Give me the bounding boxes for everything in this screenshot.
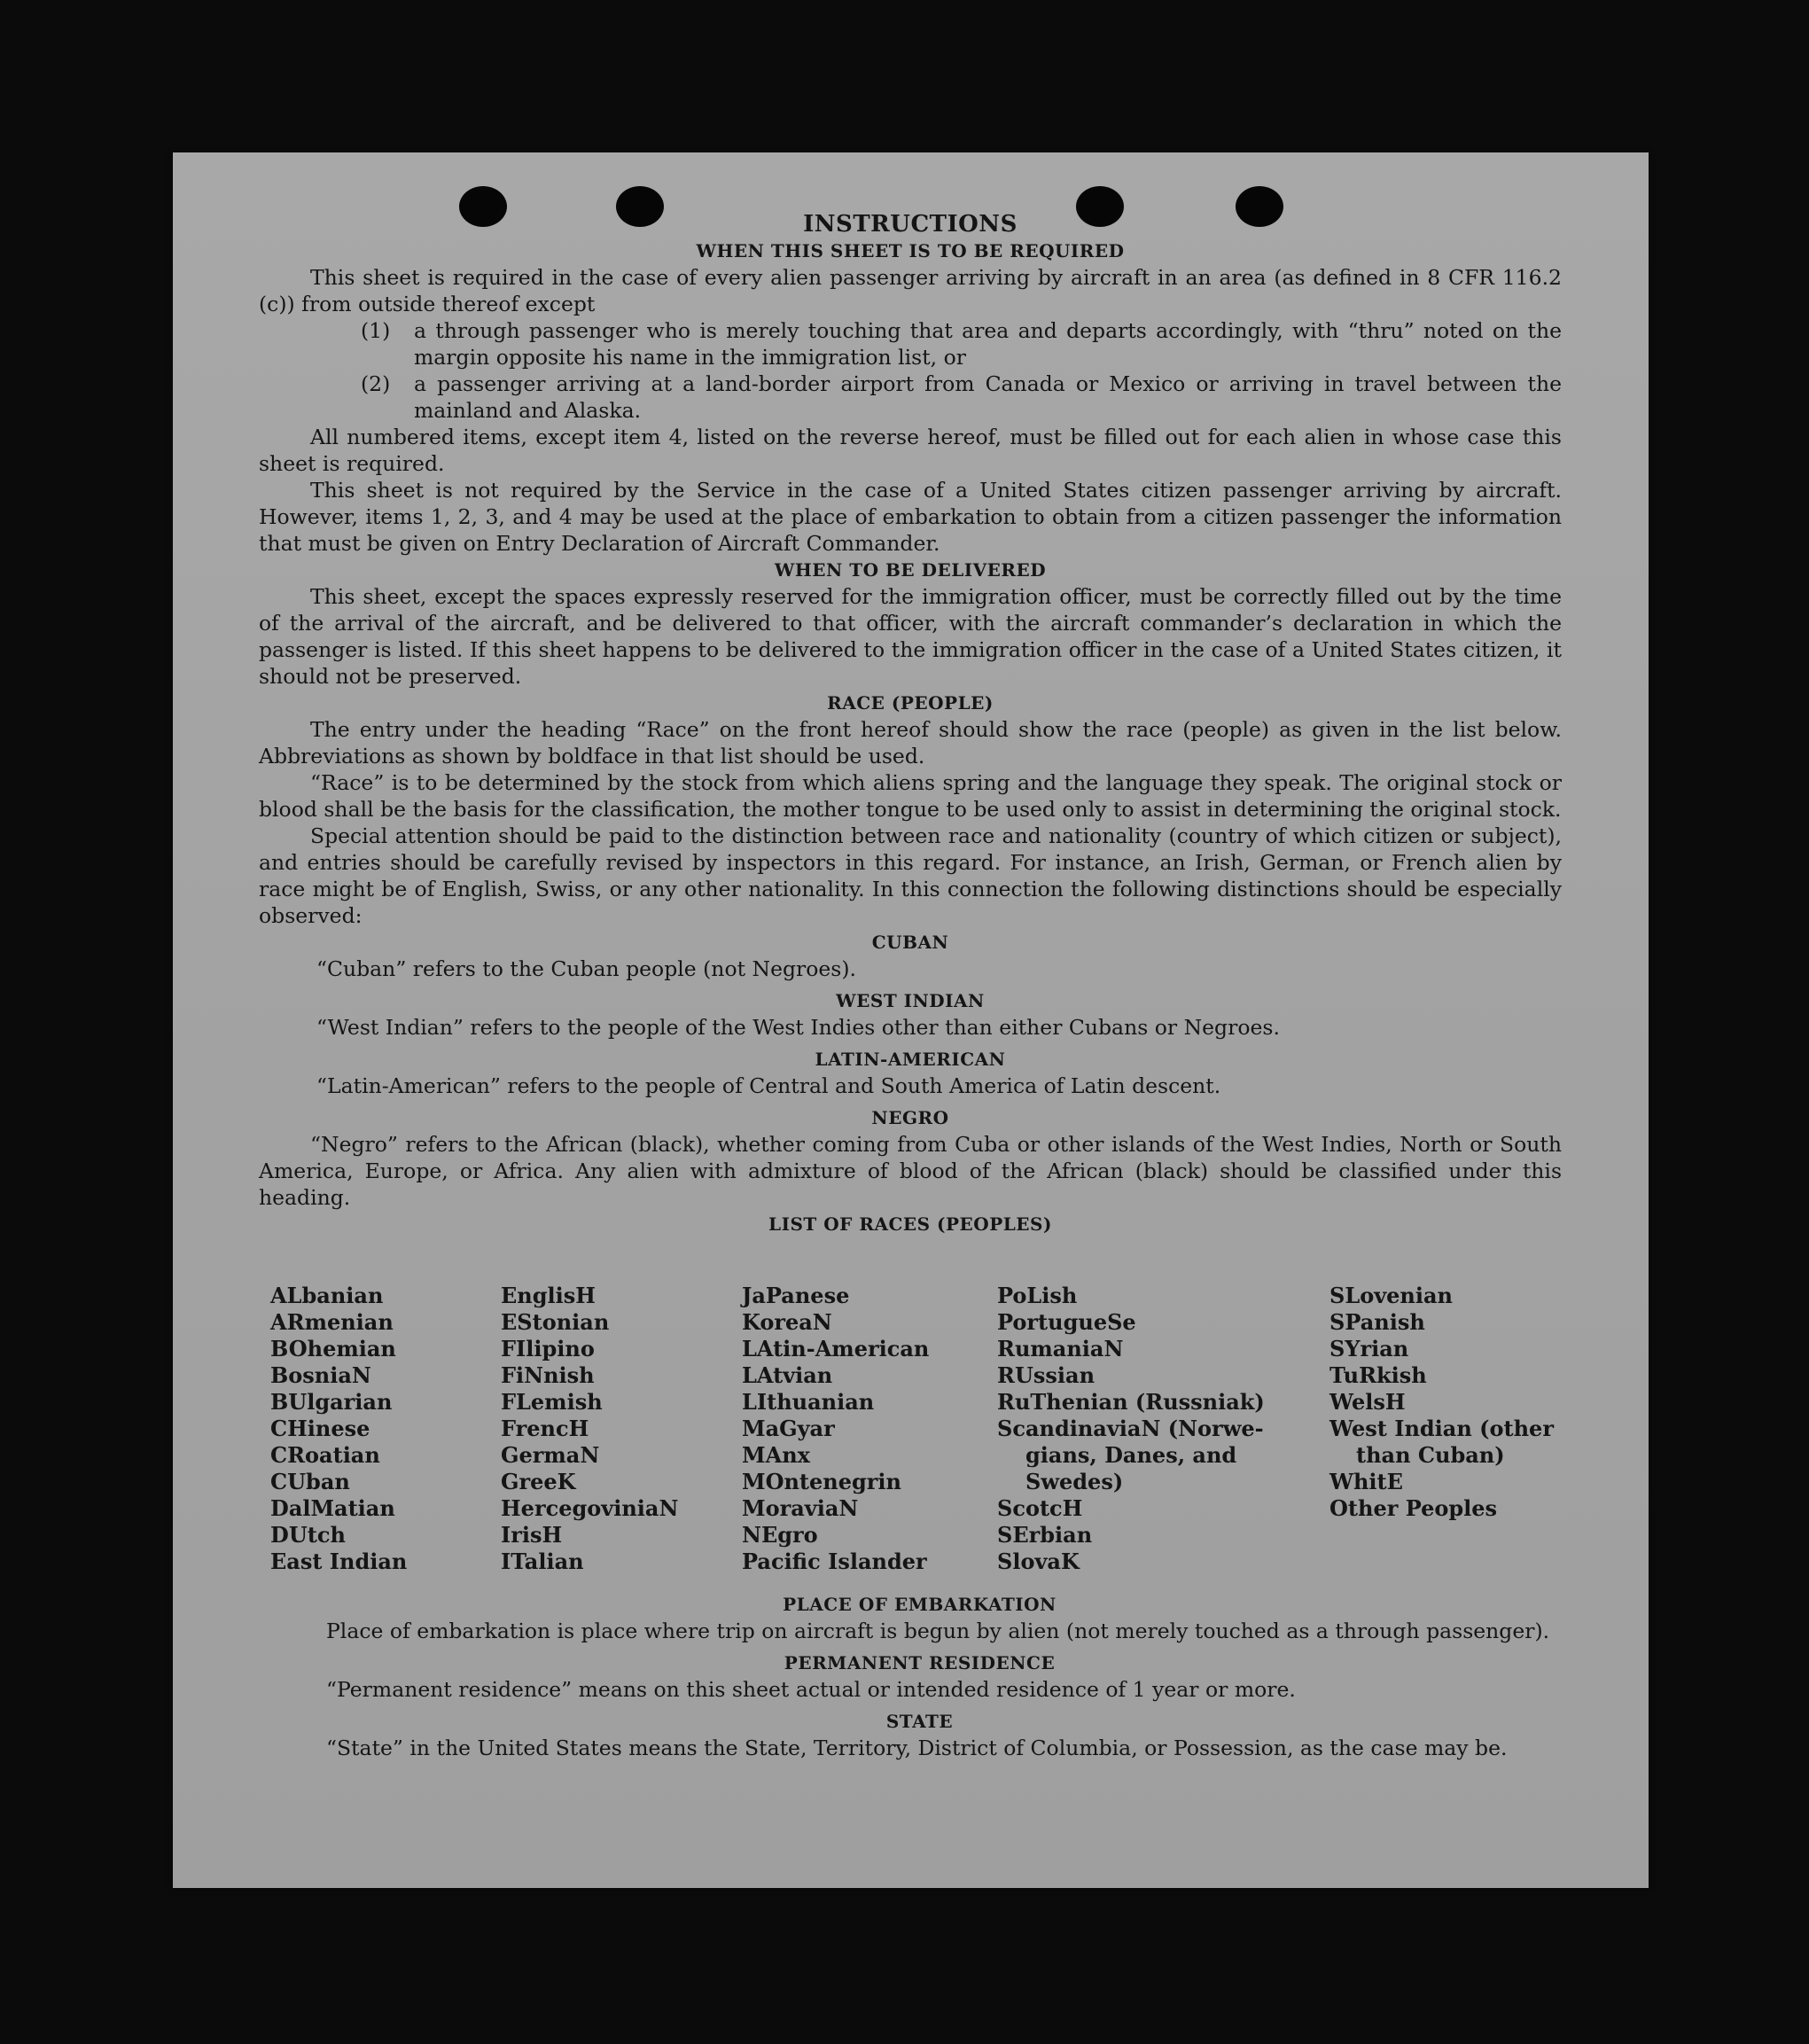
- section-heading: STATE: [885, 1711, 954, 1732]
- section-heading: WHEN THIS SHEET IS TO BE REQUIRED: [696, 240, 1125, 261]
- paragraph: This sheet is not required by the Service in the case of a United States citizen passenger arriving by aircraft. However, items 1, 2, 3, and 4 may be used at the place of embarkation to obtain from a citizen passenger the information that must be given on Entry Declaration of Aircraft Commander.: [259, 478, 1562, 556]
- race-entry: MAnx: [742, 1442, 810, 1468]
- race-entry: MoraviaN: [742, 1495, 859, 1521]
- section-heading: WHEN TO BE DELIVERED: [774, 559, 1047, 581]
- race-entry: ScandinaviaN (Norwe-: [997, 1416, 1264, 1441]
- race-entry: PoLish: [997, 1283, 1078, 1308]
- race-entry: EStonian: [501, 1309, 610, 1335]
- race-entry: ITalian: [501, 1549, 584, 1574]
- race-entry: SLovenian: [1329, 1283, 1453, 1308]
- race-entry: FIlipino: [501, 1336, 595, 1361]
- race-entry: PortugueSe: [997, 1309, 1136, 1335]
- section-heading: PERMANENT RESIDENCE: [784, 1652, 1056, 1673]
- race-entry: Other Peoples: [1329, 1495, 1498, 1521]
- race-entry: than Cuban): [1356, 1442, 1505, 1468]
- paragraph: “West Indian” refers to the people of the West Indies other than either Cubans or Negroes.: [316, 1015, 1280, 1040]
- race-entry: RUssian: [997, 1362, 1096, 1388]
- race-entry: GermaN: [501, 1442, 600, 1468]
- paragraph: Place of embarkation is place where trip on aircraft is begun by alien (not merely touched as a through passenger).: [326, 1619, 1550, 1643]
- paragraph: “Latin-American” refers to the people of Central and South America of Latin descent.: [316, 1073, 1221, 1098]
- races-column: [501, 1283, 742, 1575]
- race-entry: WelsH: [1329, 1389, 1406, 1415]
- paragraph: “Race” is to be determined by the stock from which aliens spring and the language they speak. The original stock or blood shall be the basis for the classification, the mother tongue to be used only to assist in determining the original stock.: [259, 770, 1562, 822]
- race-entry: CRoatian: [270, 1442, 380, 1468]
- paragraph: “Cuban” refers to the Cuban people (not Negroes).: [316, 956, 857, 981]
- section-heading: PLACE OF EMBARKATION: [783, 1594, 1057, 1615]
- instructions-text: [259, 211, 1562, 1237]
- race-entry: SPanish: [1329, 1309, 1425, 1335]
- race-entry: HercegoviniaN: [501, 1495, 679, 1521]
- race-entry: GreeK: [501, 1469, 576, 1494]
- paragraph: This sheet is required in the case of every alien passenger arriving by aircraft in an area (as defined in 8 CFR 116.2 (c)) from outside thereof except: [259, 265, 1562, 316]
- paragraph: All numbered items, except item 4, listed on the reverse hereof, must be filled out for each alien in whose case this sheet is required.: [259, 425, 1562, 476]
- race-entry: ScotcH: [997, 1495, 1083, 1521]
- race-entry: BOhemian: [270, 1336, 396, 1361]
- lower-sections: [275, 1591, 1564, 1761]
- paragraph: This sheet, except the spaces expressly reserved for the immigration officer, must be correctly filled out by the time of the arrival of the aircraft, and be delivered to that officer, with the aircraft commander’s declaration in which the passenger is listed. If this sheet happens to be delivered to the immigration officer in the case of a United States citizen, it should not be preserved.: [259, 584, 1562, 689]
- section-heading: NEGRO: [871, 1107, 949, 1128]
- list-item: [259, 371, 1562, 424]
- race-entry: EnglisH: [501, 1283, 596, 1308]
- race-entry: FLemish: [501, 1389, 603, 1415]
- section-heading: LIST OF RACES (PEOPLES): [768, 1213, 1052, 1235]
- race-entry: RuThenian (Russniak): [997, 1389, 1265, 1415]
- race-entry: LIthuanian: [742, 1389, 875, 1415]
- race-entry: RumaniaN: [997, 1336, 1124, 1361]
- race-entry: DalMatian: [270, 1495, 395, 1521]
- race-entry: West Indian (other: [1329, 1416, 1554, 1441]
- race-entry: IrisH: [501, 1522, 563, 1548]
- item-text: a passenger arriving at a land-border airport from Canada or Mexico or arriving in travel between the mainland and Alaska.: [414, 371, 1562, 423]
- section-heading: RACE (PEOPLE): [827, 692, 994, 714]
- paragraph: “Permanent residence” means on this sheet actual or intended residence of 1 year or more.: [326, 1677, 1296, 1702]
- race-entry: FiNnish: [501, 1362, 595, 1388]
- race-entry: MaGyar: [742, 1416, 835, 1441]
- race-entry: East Indian: [270, 1549, 408, 1574]
- section-heading: CUBAN: [871, 932, 949, 953]
- race-entry: gians, Danes, and: [1025, 1442, 1237, 1468]
- race-entry: TuRkish: [1329, 1362, 1427, 1388]
- list-item: [259, 317, 1562, 371]
- item-text: a through passenger who is merely touching that area and departs accordingly, with “thru” noted on the margin opposite his name in the immigration list, or: [414, 318, 1562, 370]
- races-column: [997, 1283, 1329, 1575]
- paragraph: “State” in the United States means the State, Territory, District of Columbia, or Possession, as the case may be.: [326, 1736, 1508, 1760]
- section-heading: WEST INDIAN: [836, 990, 985, 1011]
- races-list: [270, 1283, 1564, 1575]
- race-entry: WhitE: [1329, 1469, 1403, 1494]
- race-entry: FrencH: [501, 1416, 589, 1441]
- paragraph: “Negro” refers to the African (black), whether coming from Cuba or other islands of the West Indies, North or South America, Europe, or Africa. Any alien with admixture of blood of the African (black) should be classified under this heading.: [259, 1132, 1562, 1210]
- races-column: [270, 1283, 501, 1575]
- race-entry: JaPanese: [742, 1283, 850, 1308]
- races-column: [742, 1283, 997, 1575]
- item-number: (1): [361, 318, 391, 343]
- section-heading: LATIN-AMERICAN: [815, 1049, 1006, 1070]
- race-entry: SlovaK: [997, 1549, 1080, 1574]
- page-title: INSTRUCTIONS: [803, 211, 1018, 238]
- race-entry: ARmenian: [270, 1309, 394, 1335]
- paragraph: Special attention should be paid to the distinction between race and nationality (country of which citizen or subject), and entries should be carefully revised by inspectors in this regard. For instance, an Irish, German, or French alien by race might be of English, Swiss, or any other nationality. In this connection the following distinctions should be especially observed:: [259, 823, 1562, 928]
- races-column: [1329, 1283, 1564, 1575]
- race-entry: BosniaN: [270, 1362, 371, 1388]
- race-entry: SYrian: [1329, 1336, 1409, 1361]
- race-entry: SErbian: [997, 1522, 1093, 1548]
- race-entry: BUlgarian: [270, 1389, 393, 1415]
- race-entry: NEgro: [742, 1522, 818, 1548]
- race-entry: ALbanian: [270, 1283, 384, 1308]
- race-entry: Pacific Islander: [742, 1549, 927, 1574]
- item-number: (2): [361, 371, 391, 396]
- race-entry: MOntenegrin: [742, 1469, 901, 1494]
- race-entry: KoreaN: [742, 1309, 832, 1335]
- race-entry: LAtin-American: [742, 1336, 930, 1361]
- race-entry: CHinese: [270, 1416, 370, 1441]
- race-entry: CUban: [270, 1469, 350, 1494]
- paragraph: The entry under the heading “Race” on the front hereof should show the race (people) as given in the list below. Abbreviations as shown by boldface in that list should be used.: [259, 717, 1562, 768]
- race-entry: Swedes): [1025, 1469, 1124, 1494]
- race-entry: LAtvian: [742, 1362, 833, 1388]
- race-entry: DUtch: [270, 1522, 346, 1548]
